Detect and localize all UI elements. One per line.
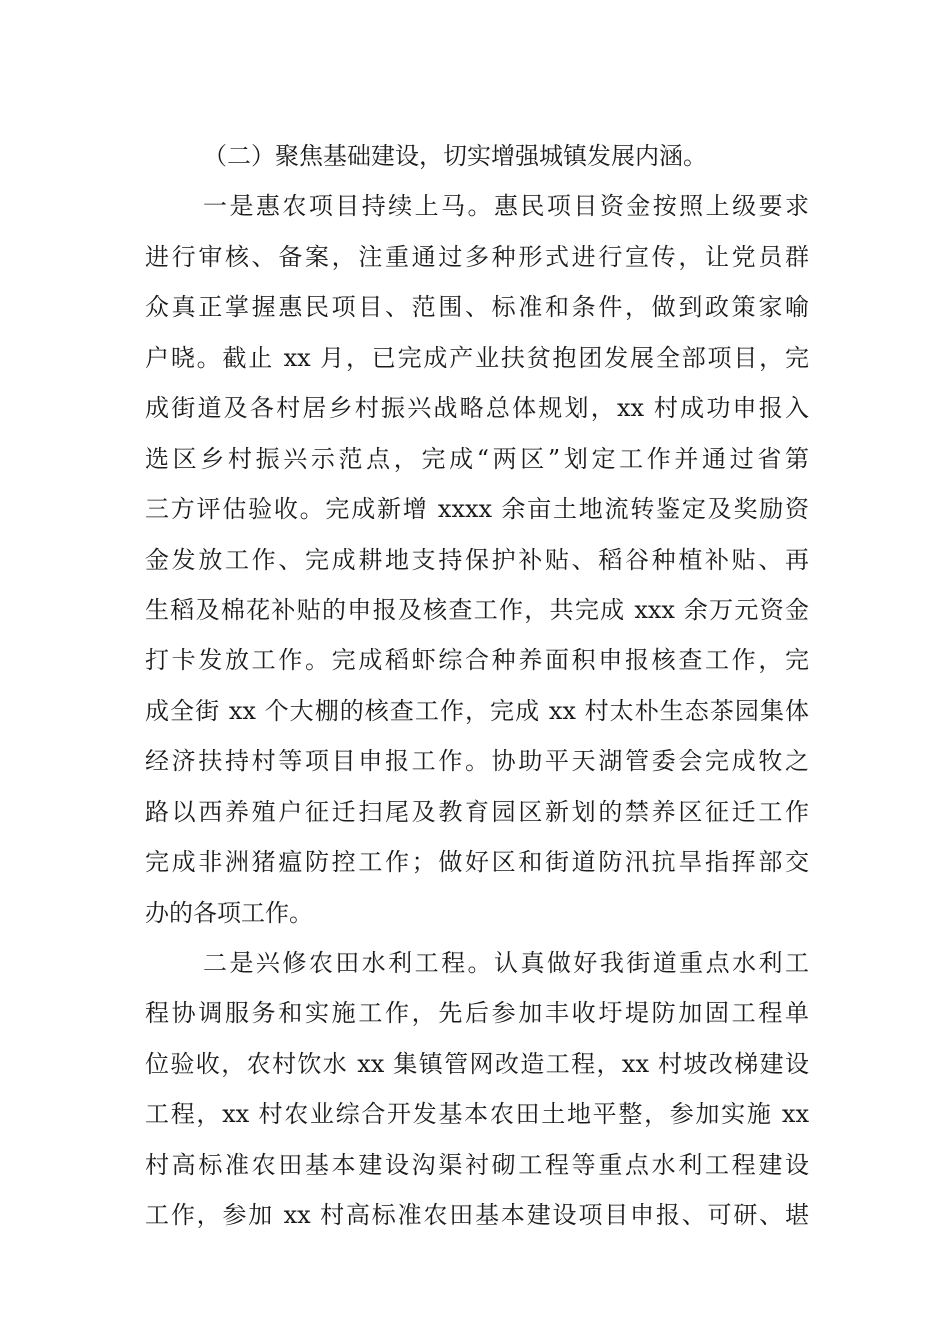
document-body	[145, 131, 809, 1241]
paragraph-line: 生稻及棉花补贴的申报及核查工作，共完成 xxx 余万元资金	[145, 595, 809, 624]
paragraph-line: 成全街 xx 个大棚的核查工作，完成 xx 村太朴生态茶园集体	[145, 696, 809, 725]
paragraph-line: 成街道及各村居乡村振兴战略总体规划，xx 村成功申报入	[145, 394, 809, 423]
paragraph-line: 办的各项工作。	[145, 898, 313, 927]
paragraph-line: 程协调服务和实施工作，先后参加丰收圩堤防加固工程单	[145, 999, 809, 1028]
paragraph-line: 工程，xx 村农业综合开发基本农田土地平整，参加实施 xx	[145, 1100, 809, 1129]
paragraph-2	[145, 938, 809, 1241]
paragraph-line: 村高标准农田基本建设沟渠衬砌工程等重点水利工程建设	[145, 1150, 809, 1179]
paragraph-line: 完成非洲猪瘟防控工作；做好区和街道防汛抗旱指挥部交	[145, 848, 809, 877]
paragraph-line: 经济扶持村等项目申报工作。协助平天湖管委会完成牧之	[145, 747, 809, 776]
section-heading: （二）聚焦基础建设，切实增强城镇发展内涵。	[203, 142, 707, 170]
paragraph-line: 打卡发放工作。完成稻虾综合种养面积申报核查工作，完	[145, 646, 809, 675]
paragraph-line: 三方评估验收。完成新增 xxxx 余亩土地流转鉴定及奖励资	[145, 495, 809, 524]
paragraph-line: 户晓。截止 xx 月，已完成产业扶贫抱团发展全部项目，完	[145, 343, 809, 372]
paragraph-line: 路以西养殖户征迁扫尾及教育园区新划的禁养区征迁工作	[145, 797, 809, 826]
paragraph-line: 进行审核、备案，注重通过多种形式进行宣传，让党员群	[145, 242, 809, 271]
paragraph-line: 选区乡村振兴示范点，完成“两区”划定工作并通过省第	[145, 444, 809, 473]
paragraph-line: 金发放工作、完成耕地支持保护补贴、稻谷种植补贴、再	[145, 545, 809, 574]
paragraph-1	[145, 181, 809, 938]
paragraph-line: 工作，参加 xx 村高标准农田基本建设项目申报、可研、堪	[145, 1201, 809, 1230]
paragraph-line: 位验收，农村饮水 xx 集镇管网改造工程，xx 村坡改梯建设	[145, 1049, 809, 1078]
paragraph-line: 众真正掌握惠民项目、范围、标准和条件，做到政策家喻	[145, 293, 809, 322]
paragraph-line: 一是惠农项目持续上马。惠民项目资金按照上级要求	[203, 192, 809, 221]
paragraph-line: 二是兴修农田水利工程。认真做好我街道重点水利工	[203, 949, 809, 977]
